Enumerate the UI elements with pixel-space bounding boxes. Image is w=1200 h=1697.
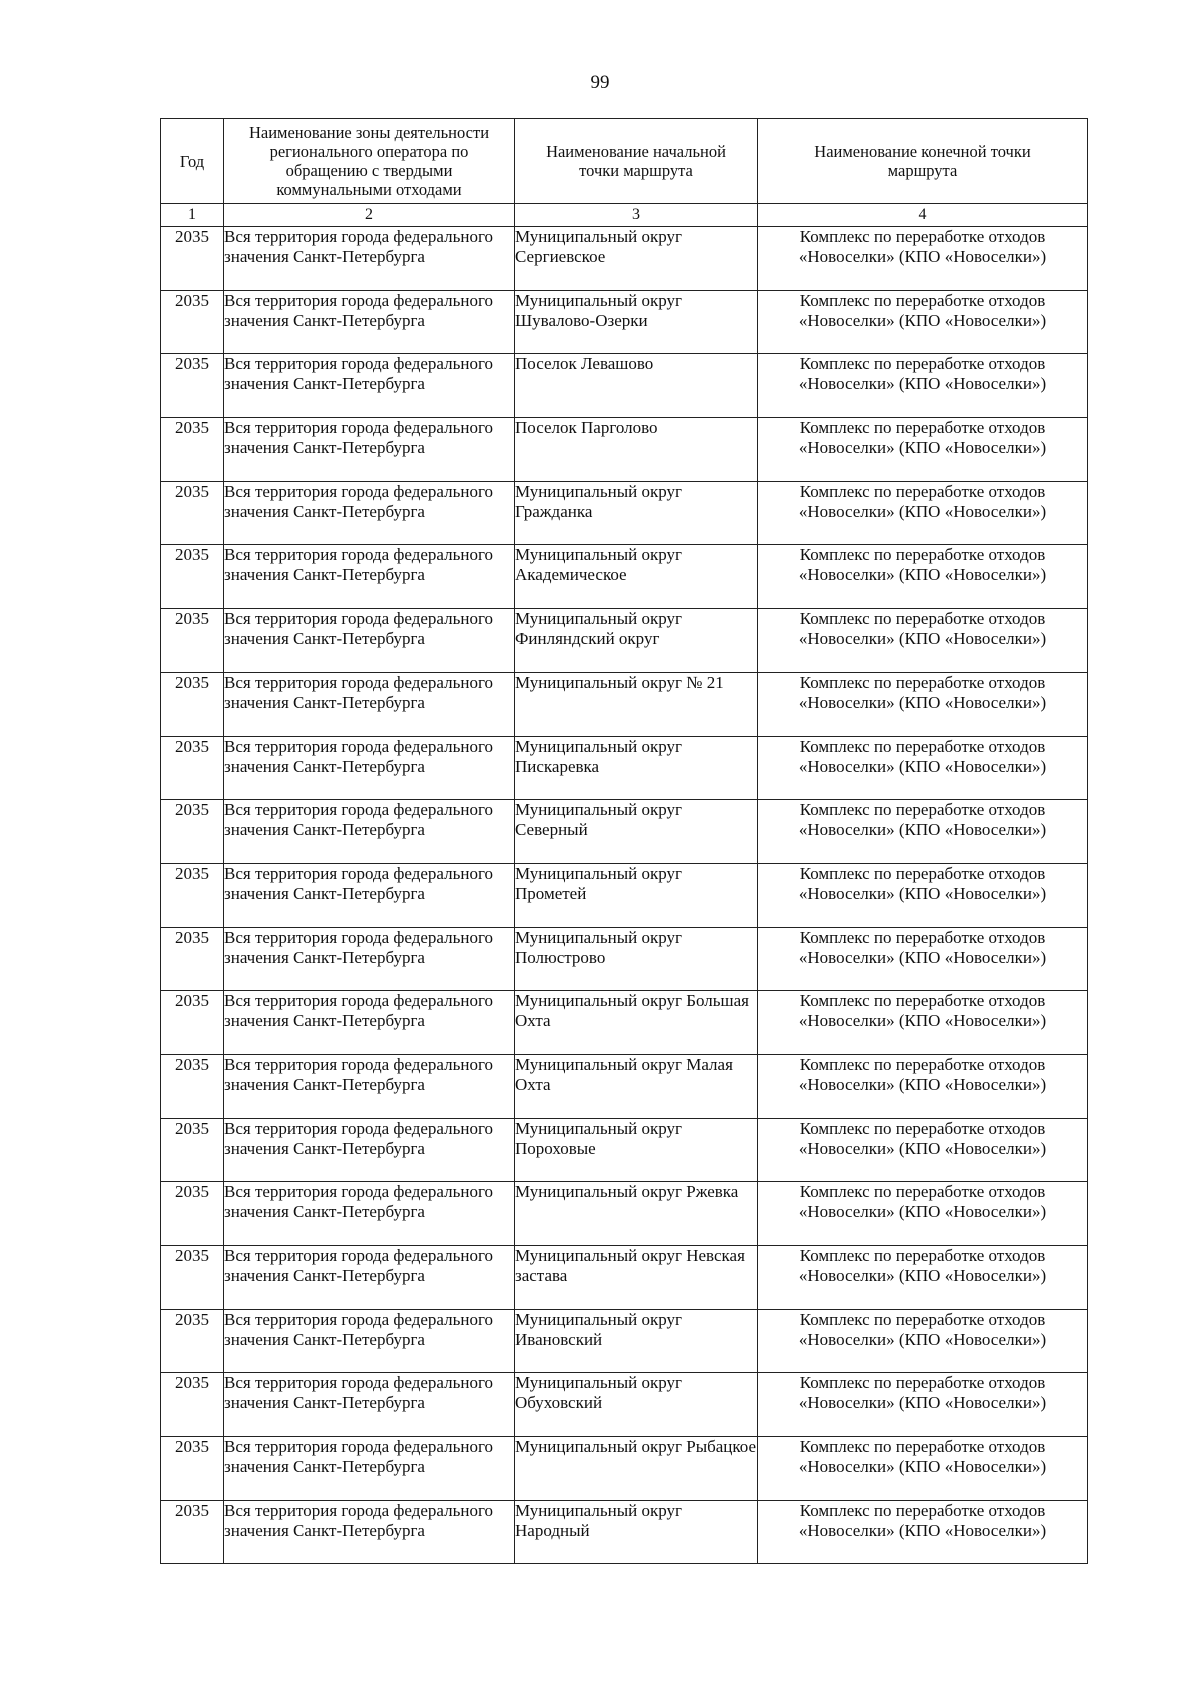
table-row — [161, 1373, 1088, 1437]
start-point-cell: Муниципальный округ Финляндский округ — [515, 609, 758, 673]
end-point-cell: Комплекс по переработке отходов «Новоселки» (КПО «Новоселки») — [758, 609, 1088, 673]
start-point-cell: Муниципальный округ Гражданка — [515, 481, 758, 545]
start-point-cell: Муниципальный округ Пороховые — [515, 1118, 758, 1182]
header-end-point: Наименование конечной точки маршрута — [758, 119, 1088, 204]
header-year: Год — [161, 119, 224, 204]
start-point-cell: Поселок Левашово — [515, 354, 758, 418]
end-point-cell: Комплекс по переработке отходов «Новоселки» (КПО «Новоселки») — [758, 1182, 1088, 1246]
year-cell: 2035 — [161, 800, 224, 864]
zone-cell: Вся территория города федерального значения Санкт-Петербурга — [224, 1437, 515, 1501]
year-cell: 2035 — [161, 1118, 224, 1182]
year-cell: 2035 — [161, 609, 224, 673]
table-row — [161, 1500, 1088, 1564]
year-cell: 2035 — [161, 1309, 224, 1373]
end-point-cell: Комплекс по переработке отходов «Новоселки» (КПО «Новоселки») — [758, 1054, 1088, 1118]
zone-cell: Вся территория города федерального значения Санкт-Петербурга — [224, 1373, 515, 1437]
table-header — [161, 119, 1088, 227]
year-cell: 2035 — [161, 1437, 224, 1501]
year-cell: 2035 — [161, 290, 224, 354]
end-point-cell: Комплекс по переработке отходов «Новоселки» (КПО «Новоселки») — [758, 1118, 1088, 1182]
zone-cell: Вся территория города федерального значения Санкт-Петербурга — [224, 1246, 515, 1310]
table-row — [161, 672, 1088, 736]
year-cell: 2035 — [161, 227, 224, 291]
table-row — [161, 354, 1088, 418]
year-cell: 2035 — [161, 991, 224, 1055]
table-row — [161, 290, 1088, 354]
zone-cell: Вся территория города федерального значения Санкт-Петербурга — [224, 672, 515, 736]
zone-cell: Вся территория города федерального значения Санкт-Петербурга — [224, 927, 515, 991]
end-point-cell: Комплекс по переработке отходов «Новоселки» (КПО «Новоселки») — [758, 1500, 1088, 1564]
table-row — [161, 736, 1088, 800]
end-point-cell: Комплекс по переработке отходов «Новоселки» (КПО «Новоселки») — [758, 1437, 1088, 1501]
year-cell: 2035 — [161, 927, 224, 991]
year-cell: 2035 — [161, 736, 224, 800]
zone-cell: Вся территория города федерального значения Санкт-Петербурга — [224, 418, 515, 482]
page-number: 99 — [590, 72, 610, 93]
zone-cell: Вся территория города федерального значения Санкт-Петербурга — [224, 1182, 515, 1246]
start-point-cell: Муниципальный округ Северный — [515, 800, 758, 864]
table-row — [161, 1054, 1088, 1118]
column-number: 2 — [224, 204, 515, 227]
table-row — [161, 1118, 1088, 1182]
start-point-cell: Поселок Парголово — [515, 418, 758, 482]
end-point-cell: Комплекс по переработке отходов «Новоселки» (КПО «Новоселки») — [758, 991, 1088, 1055]
start-point-cell: Муниципальный округ Малая Охта — [515, 1054, 758, 1118]
zone-cell: Вся территория города федерального значения Санкт-Петербурга — [224, 290, 515, 354]
zone-cell: Вся территория города федерального значения Санкт-Петербурга — [224, 609, 515, 673]
end-point-cell: Комплекс по переработке отходов «Новоселки» (КПО «Новоселки») — [758, 354, 1088, 418]
table-row — [161, 927, 1088, 991]
column-number: 1 — [161, 204, 224, 227]
end-point-cell: Комплекс по переработке отходов «Новоселки» (КПО «Новоселки») — [758, 800, 1088, 864]
start-point-cell: Муниципальный округ Народный — [515, 1500, 758, 1564]
end-point-cell: Комплекс по переработке отходов «Новоселки» (КПО «Новоселки») — [758, 1309, 1088, 1373]
year-cell: 2035 — [161, 863, 224, 927]
end-point-cell: Комплекс по переработке отходов «Новоселки» (КПО «Новоселки») — [758, 927, 1088, 991]
year-cell: 2035 — [161, 418, 224, 482]
column-number: 3 — [515, 204, 758, 227]
start-point-cell: Муниципальный округ Академическое — [515, 545, 758, 609]
year-cell: 2035 — [161, 1246, 224, 1310]
start-point-cell: Муниципальный округ Сергиевское — [515, 227, 758, 291]
table-body — [161, 227, 1088, 1564]
table-row — [161, 1309, 1088, 1373]
zone-cell: Вся территория города федерального значения Санкт-Петербурга — [224, 481, 515, 545]
end-point-cell: Комплекс по переработке отходов «Новоселки» (КПО «Новоселки») — [758, 545, 1088, 609]
zone-cell: Вся территория города федерального значения Санкт-Петербурга — [224, 1309, 515, 1373]
zone-cell: Вся территория города федерального значения Санкт-Петербурга — [224, 545, 515, 609]
column-number-row — [161, 204, 1088, 227]
end-point-cell: Комплекс по переработке отходов «Новоселки» (КПО «Новоселки») — [758, 863, 1088, 927]
year-cell: 2035 — [161, 1373, 224, 1437]
end-point-cell: Комплекс по переработке отходов «Новоселки» (КПО «Новоселки») — [758, 481, 1088, 545]
table-row — [161, 227, 1088, 291]
start-point-cell: Муниципальный округ Пискаревка — [515, 736, 758, 800]
end-point-cell: Комплекс по переработке отходов «Новоселки» (КПО «Новоселки») — [758, 736, 1088, 800]
start-point-cell: Муниципальный округ Невская застава — [515, 1246, 758, 1310]
year-cell: 2035 — [161, 1500, 224, 1564]
year-cell: 2035 — [161, 481, 224, 545]
table-row — [161, 800, 1088, 864]
table-row — [161, 481, 1088, 545]
table-row — [161, 1182, 1088, 1246]
year-cell: 2035 — [161, 1182, 224, 1246]
end-point-cell: Комплекс по переработке отходов «Новоселки» (КПО «Новоселки») — [758, 227, 1088, 291]
zone-cell: Вся территория города федерального значения Санкт-Петербурга — [224, 736, 515, 800]
end-point-cell: Комплекс по переработке отходов «Новоселки» (КПО «Новоселки») — [758, 290, 1088, 354]
table-row — [161, 609, 1088, 673]
header-row — [161, 119, 1088, 204]
table-row — [161, 545, 1088, 609]
table-row — [161, 1246, 1088, 1310]
table-row — [161, 418, 1088, 482]
header-start-point: Наименование начальной точки маршрута — [515, 119, 758, 204]
year-cell: 2035 — [161, 672, 224, 736]
zone-cell: Вся территория города федерального значения Санкт-Петербурга — [224, 354, 515, 418]
start-point-cell: Муниципальный округ Обуховский — [515, 1373, 758, 1437]
table-row — [161, 1437, 1088, 1501]
zone-cell: Вся территория города федерального значения Санкт-Петербурга — [224, 991, 515, 1055]
start-point-cell: Муниципальный округ № 21 — [515, 672, 758, 736]
zone-cell: Вся территория города федерального значения Санкт-Петербурга — [224, 800, 515, 864]
zone-cell: Вся территория города федерального значения Санкт-Петербурга — [224, 1500, 515, 1564]
zone-cell: Вся территория города федерального значения Санкт-Петербурга — [224, 227, 515, 291]
table-row — [161, 991, 1088, 1055]
header-zone: Наименование зоны деятельности регионального оператора по обращению с твердыми коммунальными отходами — [224, 119, 515, 204]
year-cell: 2035 — [161, 1054, 224, 1118]
end-point-cell: Комплекс по переработке отходов «Новоселки» (КПО «Новоселки») — [758, 418, 1088, 482]
start-point-cell: Муниципальный округ Полюстрово — [515, 927, 758, 991]
zone-cell: Вся территория города федерального значения Санкт-Петербурга — [224, 863, 515, 927]
zone-cell: Вся территория города федерального значения Санкт-Петербурга — [224, 1054, 515, 1118]
end-point-cell: Комплекс по переработке отходов «Новоселки» (КПО «Новоселки») — [758, 672, 1088, 736]
end-point-cell: Комплекс по переработке отходов «Новоселки» (КПО «Новоселки») — [758, 1373, 1088, 1437]
start-point-cell: Муниципальный округ Прометей — [515, 863, 758, 927]
zone-cell: Вся территория города федерального значения Санкт-Петербурга — [224, 1118, 515, 1182]
column-number: 4 — [758, 204, 1088, 227]
table-row — [161, 863, 1088, 927]
year-cell: 2035 — [161, 545, 224, 609]
year-cell: 2035 — [161, 354, 224, 418]
start-point-cell: Муниципальный округ Рыбацкое — [515, 1437, 758, 1501]
start-point-cell: Муниципальный округ Ржевка — [515, 1182, 758, 1246]
end-point-cell: Комплекс по переработке отходов «Новоселки» (КПО «Новоселки») — [758, 1246, 1088, 1310]
routes-table — [160, 118, 1088, 1564]
start-point-cell: Муниципальный округ Большая Охта — [515, 991, 758, 1055]
start-point-cell: Муниципальный округ Ивановский — [515, 1309, 758, 1373]
start-point-cell: Муниципальный округ Шувалово-Озерки — [515, 290, 758, 354]
